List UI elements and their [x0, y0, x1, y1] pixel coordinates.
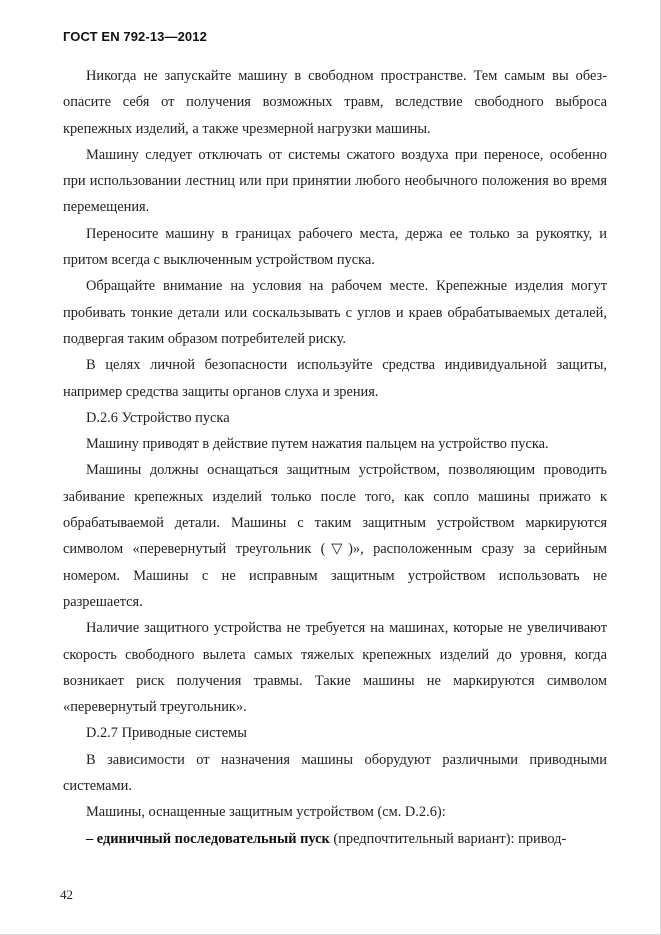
page-number: 42 [60, 887, 73, 902]
paragraph-trigger-actuation: Машину приводят в действие путем нажатия пальцем на устройство пуска. [86, 436, 549, 453]
paragraph-safety-device: Машины должны оснащаться защитным устройством, позволяющим проводить забивание крепежных изделий только после того, как сопло машины прижато к обрабатываемой детали. Машины с таким защитным устройством маркируются символом «перевернутый треугольник (▽)», расположенным сразу за серийным номером. Машины с не исправным защитным устройством использовать не разрешается. [63, 462, 607, 610]
paragraph-workplace-conditions: Обращайте внимание на условия на рабочем месте. Крепежные изделия могут пробивать тонкие детали или соскальзывать с углов и краев обрабатываемых деталей, подвергая таким образом потребителей риску. [63, 278, 607, 347]
section-heading-drive-systems: D.2.7 Приводные системы [86, 725, 247, 742]
paragraph-safety-device-exemption: Наличие защитного устройства не требуется на машинах, которые не увеличивают скорость свободного вылета самых тяжелых крепежных изделий до уровня, когда возникает риск получения травмы. Такие машины не маркируются символом «перевернутый треугольник». [63, 620, 607, 716]
paragraph-drive-systems: В зависимости от назначения машины оборудуют различными приводными системами. [63, 751, 607, 795]
list-item-single-sequential [63, 826, 607, 852]
document-header: ГОСТ EN 792-13—2012 [63, 29, 207, 44]
list-item-description: (предпочтительный вариант): привод- [329, 830, 567, 847]
section-heading-trigger: D.2.6 Устройство пуска [86, 409, 230, 426]
paragraph-safety-free-space: Никогда не запускайте машину в свободном пространстве. Тем самым вы обезопасите себя от получения возможных травм, вследствие свободного выброса крепежных изделий, а также чрезмерной нагрузки машины. [63, 68, 607, 137]
document-body [63, 63, 607, 852]
paragraph-disconnect-air: Машину следует отключать от системы сжатого воздуха при переносе, особенно при использовании лестниц или при принятии любого необычного положения во время перемещения. [63, 146, 607, 216]
list-item-bold-term: – единичный последовательный пуск [86, 830, 330, 847]
paragraph-carry-machine: Переносите машину в границах рабочего места, держа ее только за рукоятку, и притом всегда с выключенным устройством пуска. [63, 225, 607, 269]
paragraph-machines-with-safety: Машины, оснащенные защитным устройством (см. D.2.6): [86, 804, 446, 821]
paragraph-personal-protection: В целях личной безопасности используйте средства индивидуальной защиты, например средства защиты органов слуха и зрения. [63, 357, 607, 400]
